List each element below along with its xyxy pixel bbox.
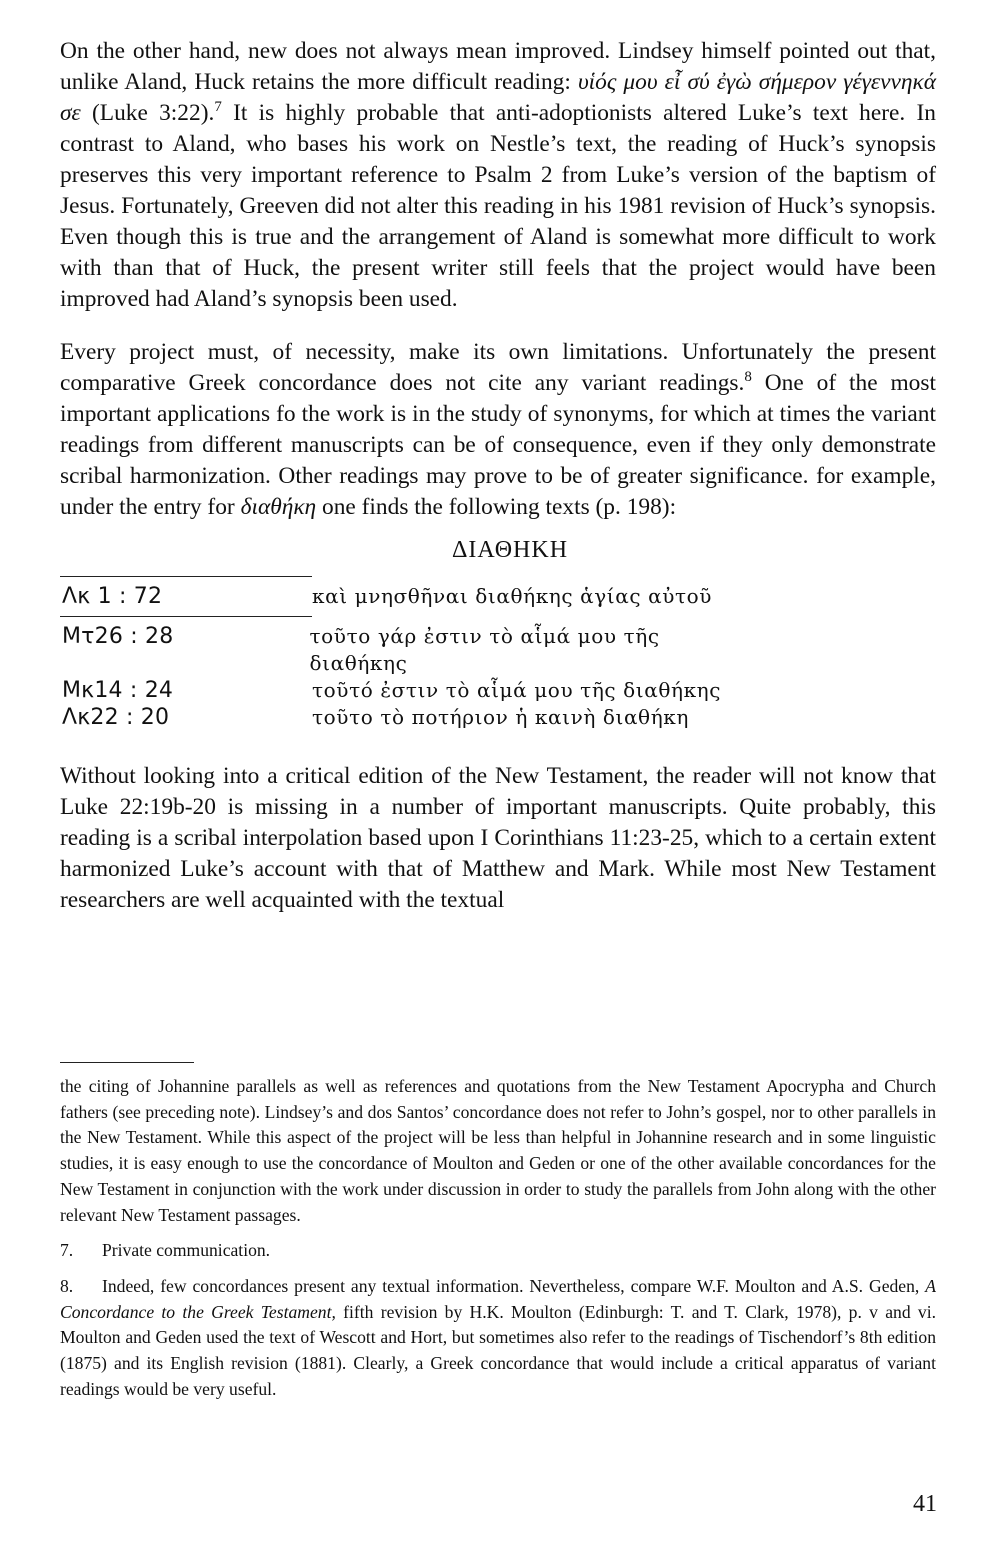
verse-reference: Λκ22 : 20 xyxy=(62,705,170,730)
footnotes xyxy=(60,1062,936,1402)
concordance-row xyxy=(60,623,760,677)
page-number: 41 xyxy=(913,1491,937,1517)
verse-text: τοῦτο γάρ ἐστιν τὸ αἷμά μου τῆς διαθήκης xyxy=(309,624,660,675)
main-text xyxy=(60,36,936,916)
paragraph-text: one finds the following texts (p. 198): xyxy=(322,494,677,520)
verse-text: καὶ μνησθῆναι διαθήκης ἁγίας αὐτοῦ xyxy=(312,584,713,608)
concordance-rule xyxy=(60,616,312,617)
paragraph-text: (Luke 3:22). xyxy=(92,100,215,126)
footnote-reference-7[interactable]: 7 xyxy=(214,99,222,116)
greek-quotation: υἱός μου εἶ σύ ἐγὼ σήμερον γέγεννηκά σε xyxy=(60,69,937,126)
footnote-8 xyxy=(60,1274,936,1403)
concordance-entry-heading: ΔΙΑΘΗΚΗ xyxy=(451,537,569,563)
footnote-text: Private communication. xyxy=(102,1240,271,1261)
paragraph-text: One of the most important applications fo the work is in the study of synonyms, for which at times the variant readings from different manuscripts can be of consequence, even if they only demonstrate scribal harmonization. Other readings may prove to be of greater significance. for example, under the entry for xyxy=(60,370,936,520)
book-title: A Concordance to the Greek Testament, xyxy=(60,1275,936,1322)
concordance-row xyxy=(60,583,760,610)
paragraph-variant-readings xyxy=(60,337,936,523)
footnote-continued: the citing of Johannine parallels as well as references and quotations from the New Testament Apocrypha and Church fathers (see preceding note). Lindsey’s and dos Santos’ concordance does not refer to John’s gospel, nor to other parallels in the New Testament. While this aspect of the project will be less than helpful in Johannine research and in some linguistic studies, it is easy enough to use the concordance of Moulton and Geden or one of the other available concordances for the New Testament in conjunction with the work under discussion in order to study the parallels from John along with the other relevant New Testament passages. xyxy=(60,1076,936,1225)
paragraph-luke-interpolation: Without looking into a critical edition of the New Testament, the reader will not know that Luke 22:19b-20 is missing in a number of important manuscripts. Quite probably, this reading is a scribal interpolation based upon I Corinthians 11:23-25, which to a certain extent harmonized Luke’s account with that of Matthew and Mark. While most New Testament researchers are well acquainted with the textual xyxy=(60,763,936,913)
verse-reference: Μτ26 : 28 xyxy=(62,624,174,649)
footnote-7 xyxy=(60,1238,936,1264)
footnote-number: 7. xyxy=(60,1240,74,1261)
paragraph-huck-reading xyxy=(60,36,936,315)
footnote-text: Indeed, few concordances present any textual information. Nevertheless, compare W.F. Moulton and A.S. Geden, xyxy=(102,1275,920,1296)
paragraph-text: Every project must, of necessity, make its own limitations. Unfortunately the present comparative Greek concordance does not cite any variant readings. xyxy=(60,339,936,396)
concordance-excerpt xyxy=(60,576,760,731)
concordance-row xyxy=(60,677,760,704)
footnote-rule xyxy=(60,1062,194,1063)
concordance-row xyxy=(60,704,760,731)
verse-text: τοῦτό ἐστιν τὸ αἷμά μου τῆς διαθήκης xyxy=(312,678,722,702)
greek-term: διαθήκη xyxy=(240,494,317,520)
footnote-reference-8[interactable]: 8 xyxy=(744,369,752,386)
paragraph-text: On the other hand, new does not always mean improved. Lindsey himself pointed out that, unlike Aland, Huck retains the more difficult reading: xyxy=(60,38,936,95)
footnote-number: 8. xyxy=(60,1275,74,1296)
verse-reference: Λκ 1 : 72 xyxy=(62,584,163,609)
concordance-rule xyxy=(60,576,312,577)
verse-text: τοῦτο τὸ ποτήριον ἡ καινὴ διαθήκη xyxy=(312,705,689,729)
concordance-block xyxy=(60,623,760,731)
paragraph-text: It is highly probable that anti-adoptionists altered Luke’s text here. In contrast to Aland, who bases his work on Nestle’s text, the reading of Huck’s synopsis preserves this very important reference to Psalm 2 from Luke’s version of the baptism of Jesus. Fortunately, Greeven did not alter this reading in his 1981 revision of Huck’s synopsis. Even though this is true and the arrangement of Aland is somewhat more difficult to work with than that of Huck, the present writer still feels that the project would have been improved had Aland’s synopsis been used. xyxy=(60,100,936,312)
footnote-text: fifth revision by H.K. Moulton (Edinburgh: T. and T. Clark, 1978), p. v and vi. Moulton and Geden used the text of Wescott and Hort, but sometimes also refer to the readings of Tischendorf’s 8th edition (1875) and its English revision (1881). Clearly, a Greek concordance that would include a critical apparatus of variant readings would be very useful. xyxy=(60,1301,936,1399)
concordance-block xyxy=(60,583,760,610)
verse-reference: Μκ14 : 24 xyxy=(62,678,174,703)
